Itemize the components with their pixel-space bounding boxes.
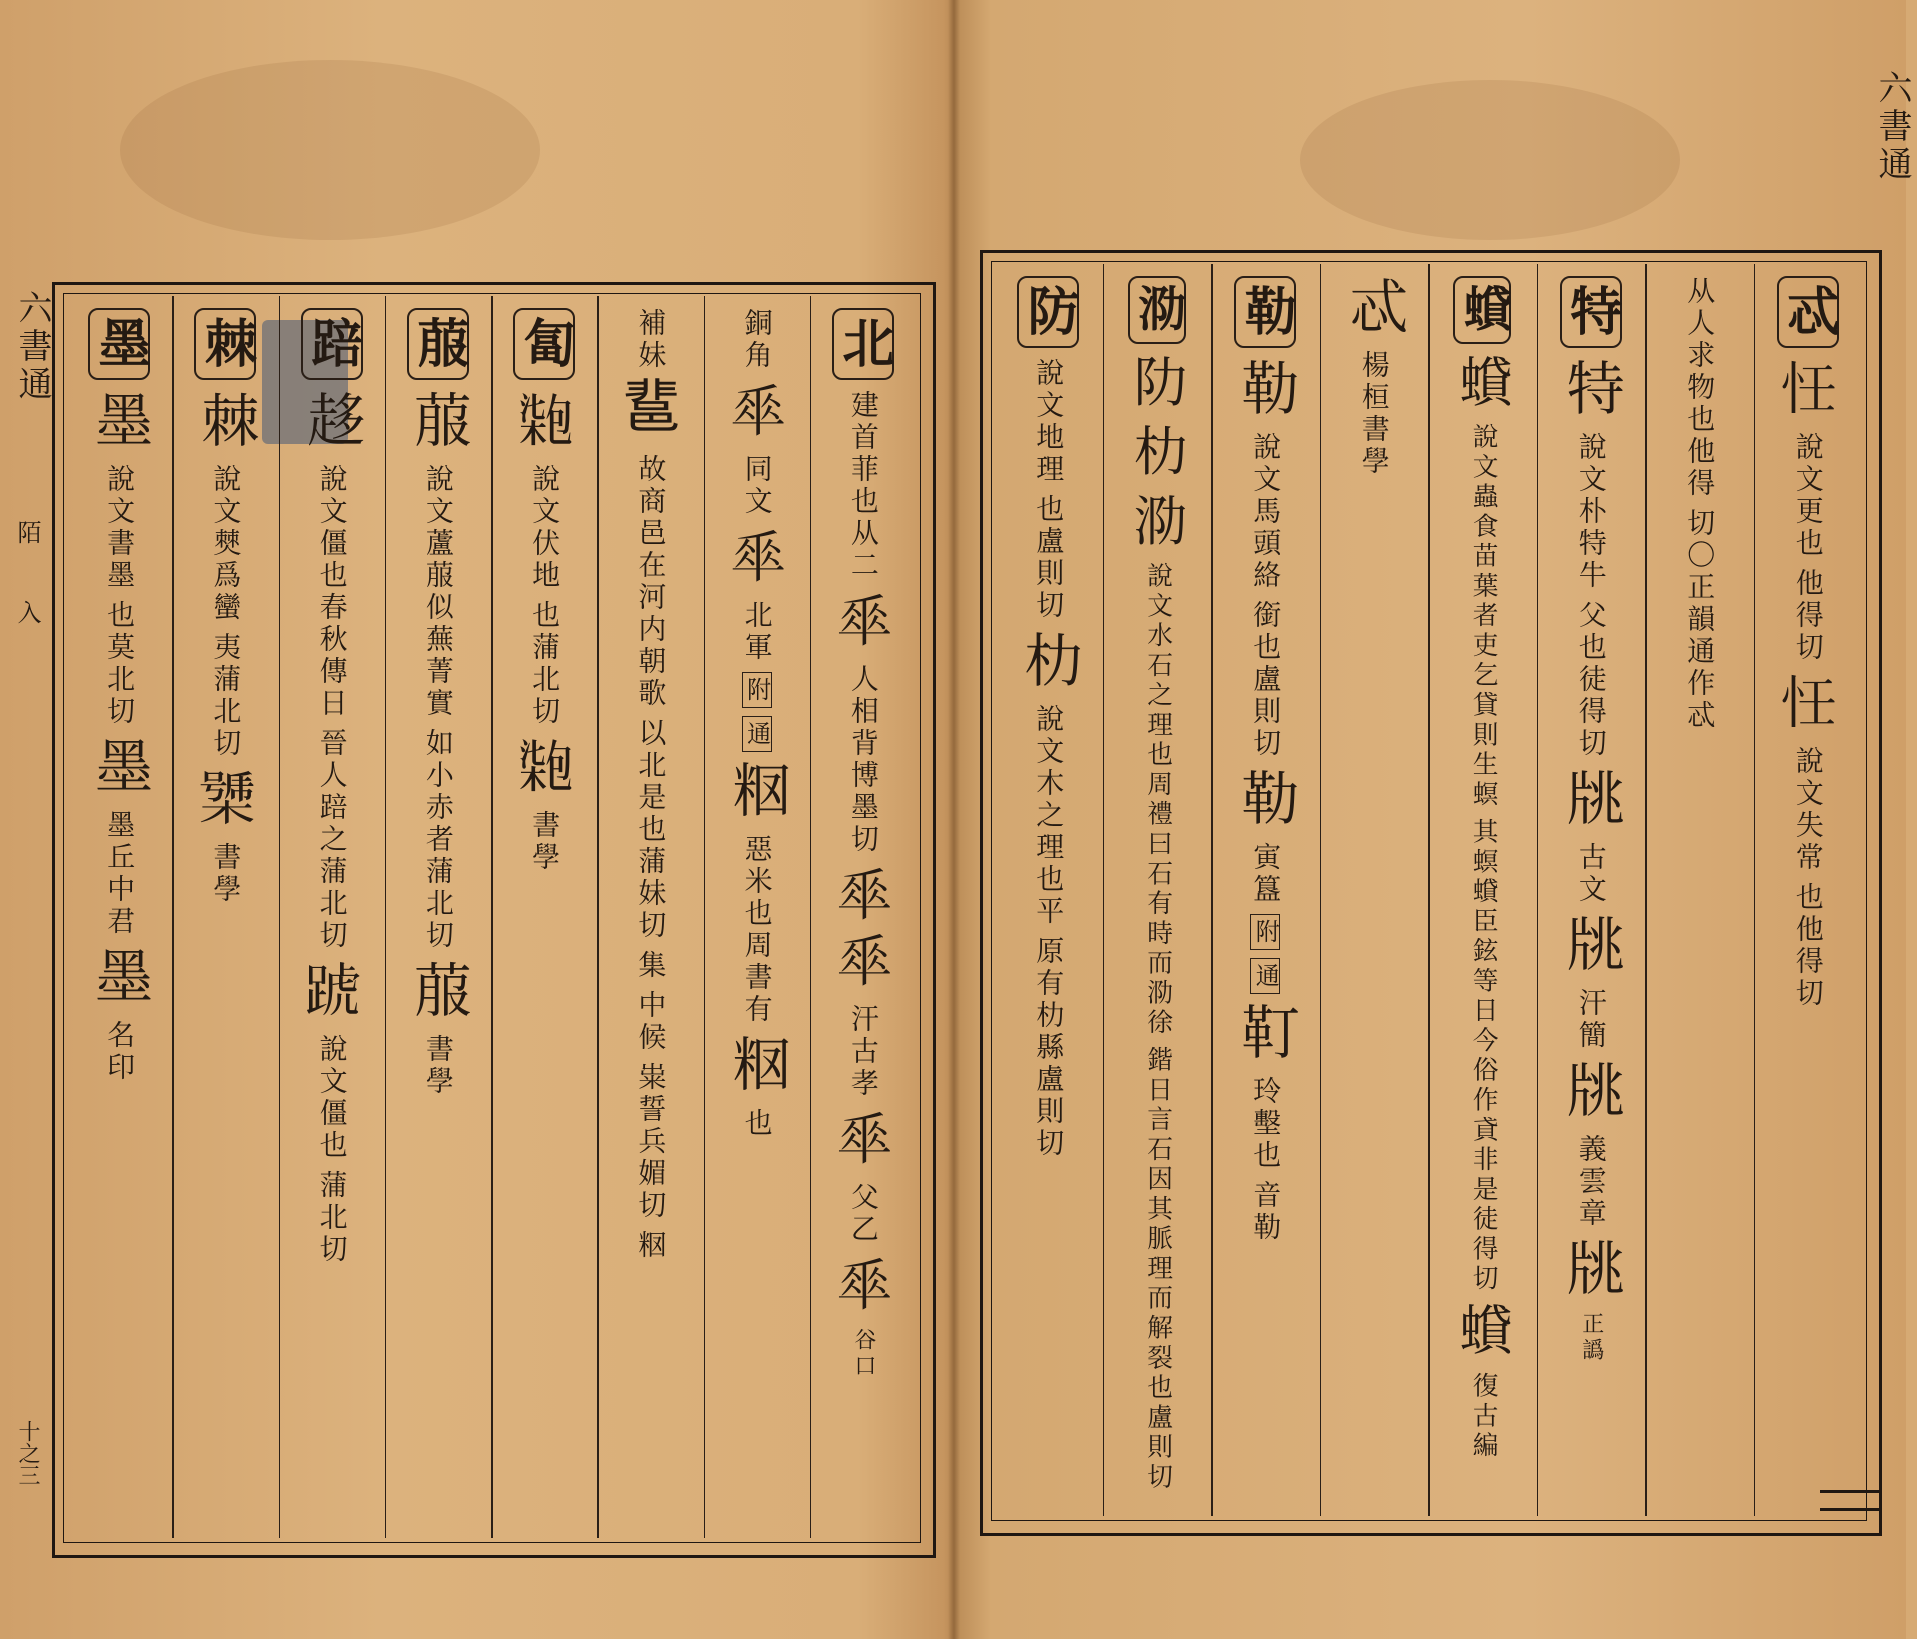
boxed-marker: 通 — [742, 716, 772, 752]
head-character: 防 — [1017, 276, 1079, 348]
annotation-text: 說文僵也 — [315, 1034, 349, 1162]
boxed-marker: 通 — [1250, 958, 1280, 994]
column-divider — [1645, 264, 1647, 1516]
head-character: 忒 — [1777, 276, 1839, 348]
seal-script-glyph: 𥹉 — [722, 760, 791, 826]
annotation-text: 也盧則切 — [1032, 494, 1066, 622]
head-character: 踣 — [301, 308, 363, 380]
annotation-text: 說文地理 — [1032, 358, 1066, 486]
annotation-text: 名印 — [103, 1020, 137, 1084]
annotation-text: 也蒲北切 — [528, 600, 562, 728]
annotation-text: 晉人踣之蒲北切 — [315, 728, 349, 952]
annotation-text: 其螟蟘臣鉉等日今俗作貣非是徒得切 — [1468, 818, 1499, 1295]
seal-script-glyph: 𢗖 — [1773, 358, 1842, 424]
seal-script-glyph: 𠣺 — [510, 390, 579, 456]
seal-script-glyph: 朸 — [1014, 630, 1083, 696]
annotation-text: 人相背博墨切 — [846, 664, 880, 856]
annotation-text: 音勒 — [1249, 1180, 1283, 1244]
text-column — [994, 272, 1103, 1508]
head-character: 蟘 — [1453, 276, 1511, 344]
annotation-text: 說文失常 — [1791, 746, 1825, 874]
seal-script-glyph: 菔 — [403, 960, 472, 1026]
head-character: 北 — [832, 308, 894, 380]
head-character: 勒 — [1234, 276, 1296, 348]
seal-script-glyph: 𠦬 — [722, 526, 791, 592]
seal-script-glyph: 特 — [1556, 358, 1625, 424]
seal-script-glyph: 𢗖 — [1773, 672, 1842, 738]
column-divider — [385, 296, 387, 1538]
annotation-text: 說文水石之理也周禮曰石有時而泐徐 — [1142, 561, 1173, 1039]
text-column — [597, 304, 703, 1530]
seal-script-glyph: 泐 — [1125, 492, 1189, 554]
annotation-text: 說文朴特牛 — [1574, 432, 1608, 592]
text-column — [491, 304, 597, 1530]
annotation-text: 說文僰爲蠻 — [209, 464, 243, 624]
book-spine — [948, 0, 960, 1639]
column-divider — [1428, 264, 1430, 1516]
annotation-text: 建首菲也从二 — [846, 390, 880, 582]
text-column — [1103, 272, 1212, 1508]
page-tick-mark — [1820, 1508, 1880, 1511]
head-character: 菔 — [407, 308, 469, 380]
text-column — [1754, 272, 1863, 1508]
annotation-text: 說文馬頭絡 — [1249, 432, 1283, 592]
right-edge-title: 六書通 — [1872, 70, 1912, 184]
column-divider — [279, 296, 281, 1538]
seal-script-glyph: 𠣺 — [510, 736, 579, 802]
annotation-text: 墨丘中君 — [103, 810, 137, 938]
seal-script-glyph: 墨 — [85, 390, 154, 456]
seal-script-glyph: 阞 — [1125, 353, 1189, 416]
seal-script-glyph: 菔 — [403, 390, 472, 456]
text-column — [1645, 272, 1754, 1508]
annotation-text: 从人求物也他得 — [1683, 276, 1717, 500]
seal-script-glyph: 𠦬𠦬 — [828, 864, 897, 996]
annotation-text: 說文僵也春秋傳日 — [315, 464, 349, 720]
annotation-text: 谷口 — [850, 1328, 876, 1380]
seal-script-glyph: 墨 — [85, 946, 154, 1012]
seal-script-glyph: 𨂜 — [297, 960, 366, 1026]
annotation-text: 集 — [634, 950, 668, 982]
text-column — [1537, 272, 1646, 1508]
seal-script-glyph: 趍 — [297, 390, 366, 456]
head-character: 泐 — [1128, 276, 1186, 344]
column-divider — [704, 296, 706, 1538]
seal-script-glyph: 𣚧 — [191, 768, 260, 834]
paper-stain — [1300, 80, 1680, 240]
annotation-text: 原有朸縣盧則切 — [1032, 936, 1066, 1160]
seal-script-glyph: 蟘 — [1450, 353, 1514, 416]
annotation-text: 玲墼也 — [1249, 1076, 1283, 1172]
annotation-text: 寅簋 — [1249, 842, 1283, 906]
annotation-text: 正譌 — [1578, 1312, 1604, 1364]
annotation-text: 以北是也蒲妹切 — [634, 718, 668, 942]
annotation-text: 如小赤者蒲北切 — [421, 728, 455, 952]
text-column — [1320, 272, 1429, 1508]
text-column — [279, 304, 385, 1530]
annotation-text: 𥹉 — [634, 1230, 668, 1262]
annotation-text: 復古編 — [1468, 1371, 1499, 1461]
annotation-text: 說文蘆菔似蕪菁實 — [421, 464, 455, 720]
annotation-text: 汗古孝 — [846, 1004, 880, 1100]
seal-script-glyph: 𠦬 — [828, 1108, 897, 1174]
column-divider — [597, 296, 599, 1538]
text-column — [704, 304, 810, 1530]
seal-script-glyph: 蟘 — [1450, 1302, 1514, 1364]
annotation-text: 說文更也 — [1791, 432, 1825, 560]
annotation-text: 楊桓書學 — [1357, 350, 1391, 478]
annotation-text: 書學 — [528, 810, 562, 874]
seal-script-glyph: 㸠 — [1556, 1060, 1625, 1126]
head-character: 特 — [1560, 276, 1622, 348]
text-column — [172, 304, 278, 1530]
seal-script-glyph: 㸠 — [1556, 768, 1625, 834]
annotation-text: 補妹 — [634, 308, 668, 372]
annotation-text: 蒲北切 — [315, 1170, 349, 1266]
seal-script-glyph: 勒 — [1231, 768, 1300, 834]
column-divider — [810, 296, 812, 1538]
seal-script-glyph: 勒 — [1231, 358, 1300, 424]
seal-script-glyph: 𠦬 — [828, 1254, 897, 1320]
text-column — [385, 304, 491, 1530]
annotation-text: 惡米也周書有 — [740, 834, 774, 1026]
annotation-text: 也 — [740, 1108, 774, 1140]
paper-stain — [120, 60, 540, 240]
annotation-text: 銅角 — [740, 308, 774, 372]
column-divider — [1103, 264, 1105, 1516]
left-edge-sub2: 入 — [13, 600, 41, 628]
seal-script-glyph: 𠦬 — [722, 380, 791, 446]
seal-script-glyph: 忒 — [1339, 276, 1408, 342]
seal-script-glyph: 㸠 — [1556, 1238, 1625, 1304]
text-column — [1211, 272, 1320, 1508]
seal-script-glyph: 朸 — [1125, 423, 1189, 485]
annotation-text: 說文書墨 — [103, 464, 137, 592]
seal-script-glyph: 㸠 — [1556, 914, 1625, 980]
annotation-text: 汗簡 — [1574, 988, 1608, 1052]
annotation-text: 粜誓兵媚切 — [634, 1062, 668, 1222]
column-divider — [1320, 264, 1322, 1516]
annotation-text: 古文 — [1574, 842, 1608, 906]
annotation-text: 父也徒得切 — [1574, 600, 1608, 760]
annotation-text: 鍇日言石因其脈理而解裂也盧則切 — [1142, 1046, 1173, 1493]
folio-number: 十之三 — [15, 1420, 40, 1486]
annotation-text: 同文 — [740, 454, 774, 518]
boxed-marker: 附 — [742, 672, 772, 708]
annotation-text: 切〇正韻通作忒 — [1683, 508, 1717, 732]
seal-script-glyph: 靪 — [1231, 1002, 1300, 1068]
annotation-text: 中候 — [634, 990, 668, 1054]
head-character: 匐 — [513, 308, 575, 380]
annotation-text: 銜也盧則切 — [1249, 600, 1283, 760]
annotation-text: 父乙 — [846, 1182, 880, 1246]
annotation-text: 說文伏地 — [528, 464, 562, 592]
annotation-text: 夷蒲北切 — [209, 632, 243, 760]
annotation-text: 故商邑在河内朝歌 — [634, 454, 668, 710]
annotation-text: 書學 — [209, 842, 243, 906]
left-edge-title: 六書通 — [12, 290, 52, 404]
seal-script-glyph: 棘 — [191, 390, 260, 456]
head-character: 棘 — [194, 308, 256, 380]
annotation-text: 說文蟲食苗葉者吏乞貸則生螟 — [1468, 423, 1499, 811]
text-column — [810, 304, 916, 1530]
annotation-text: 北軍 — [740, 600, 774, 664]
annotation-text: 書學 — [421, 1034, 455, 1098]
annotation-text: 義雲章 — [1574, 1134, 1608, 1230]
left-edge-sub: 陌 — [13, 520, 41, 548]
column-divider — [172, 296, 174, 1538]
boxed-marker: 附 — [1250, 914, 1280, 950]
column-divider — [1754, 264, 1756, 1516]
seal-script-glyph: 𠦬 — [828, 590, 897, 656]
text-column — [66, 304, 172, 1530]
seal-script-glyph: 𥹉 — [722, 1034, 791, 1100]
seal-script-glyph: 𨛬 — [616, 380, 685, 446]
seal-script-glyph: 墨 — [85, 736, 154, 802]
annotation-text: 也他得切 — [1791, 882, 1825, 1010]
annotation-text: 也莫北切 — [103, 600, 137, 728]
text-column — [1428, 272, 1537, 1508]
annotation-text: 說文木之理也平 — [1032, 704, 1066, 928]
annotation-text: 他得切 — [1791, 568, 1825, 664]
column-divider — [1211, 264, 1213, 1516]
column-divider — [491, 296, 493, 1538]
column-divider — [1537, 264, 1539, 1516]
head-character: 墨 — [88, 308, 150, 380]
